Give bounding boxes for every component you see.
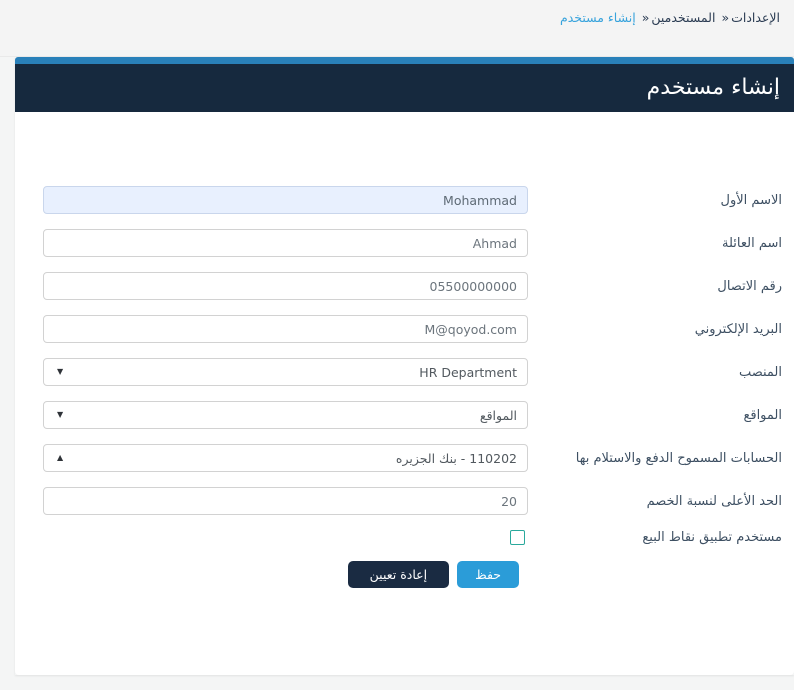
- allowed-accounts-select[interactable]: [43, 444, 528, 472]
- topbar: [0, 0, 794, 57]
- create-user-card: [15, 57, 794, 675]
- caret-down-icon: ▼: [57, 410, 64, 419]
- locations-select[interactable]: [43, 401, 528, 429]
- family-name-label: اسم العائلة: [722, 235, 782, 251]
- page-title: إنشاء مستخدم: [15, 64, 794, 112]
- field-row-allowed-accounts: [15, 444, 794, 472]
- pos-user-label: مستخدم تطبيق نقاط البيع: [642, 530, 782, 545]
- email-label: البريد الإلكتروني: [694, 321, 782, 337]
- family-name-input[interactable]: [43, 229, 528, 257]
- caret-down-icon: ▼: [57, 367, 64, 376]
- field-row-contact-number: [15, 272, 794, 300]
- field-row-max-discount: [15, 487, 794, 515]
- field-row-email: [15, 315, 794, 343]
- breadcrumb: [14, 10, 780, 25]
- max-discount-label: الحد الأعلى لنسبة الخصم: [646, 493, 782, 509]
- save-button[interactable]: حفظ: [457, 561, 519, 588]
- form-buttons: [15, 559, 794, 588]
- caret-up-icon: ▲: [57, 453, 64, 462]
- breadcrumb-settings-link[interactable]: الإعدادات: [731, 10, 780, 25]
- first-name-label: الاسم الأول: [720, 192, 782, 208]
- locations-label: المواقع: [743, 407, 782, 423]
- field-row-locations: [15, 401, 794, 429]
- create-user-form: [15, 112, 794, 675]
- breadcrumb-separator-icon: »: [721, 10, 730, 25]
- reset-button[interactable]: إعادة تعيين: [348, 561, 449, 588]
- contact-number-input[interactable]: [43, 272, 528, 300]
- field-row-pos-user: [15, 530, 794, 545]
- first-name-input[interactable]: [43, 186, 528, 214]
- contact-number-label: رقم الاتصال: [717, 278, 782, 294]
- position-select[interactable]: [43, 358, 528, 386]
- field-row-position: [15, 358, 794, 386]
- breadcrumb-separator-icon: »: [641, 10, 650, 25]
- email-input[interactable]: [43, 315, 528, 343]
- pos-user-checkbox[interactable]: [510, 530, 525, 545]
- buttons-spacer: [528, 561, 782, 588]
- allowed-accounts-select-value: 110202 - بنك الجزيره: [395, 450, 517, 466]
- breadcrumb-create-user-current: إنشاء مستخدم: [559, 10, 636, 25]
- position-label: المنصب: [738, 364, 782, 380]
- allowed-accounts-label: الحسابات المسموح الدفع والاستلام بها: [575, 450, 782, 466]
- card-accent-strip: [15, 57, 794, 64]
- position-select-value: HR Department: [419, 364, 517, 380]
- breadcrumb-users-link[interactable]: المستخدمين: [651, 10, 716, 25]
- field-row-first-name: [15, 186, 794, 214]
- locations-select-value: المواقع: [479, 407, 517, 423]
- max-discount-input[interactable]: [43, 487, 528, 515]
- field-row-family-name: [15, 229, 794, 257]
